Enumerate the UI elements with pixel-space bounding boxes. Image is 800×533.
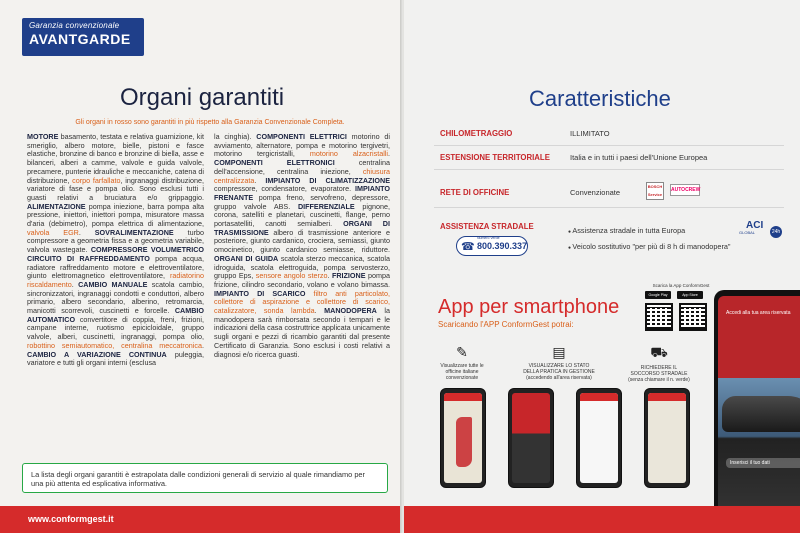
column-left: MOTORE basamento, testata e relativa guarnizione, kit smeriglio, albero motore, bielle, pistoni e fasce elastiche, bronzine di banco e bronzine di biella, asse e bilanceri, alberi a camme, valvole e guida valvole, precamere, punterie idrauliche e meccaniche, catena di distribuzione, corpo farfallato, ingranaggi distribuzione, variatore di fase e pompa olio. Sono esclusi tutti i guasti relativi a bruciatura e/o grippaggio. ALIMENTAZIONE pompa iniezione, barra pompa alta pressione, iniettori, iniettori pompa, misuratore massa d'aria (debimetro), pompa elettrica di alimentazione, valvola EGR. SOVRALIMENTAZIONE turbo compressore a geometria fissa e a geometria variabile, valvola wastegate. COMPRESSORE VOLUMETRICO CIRCUITO DI RAFFREDDAMENTO pompa acqua, radiatore raffreddamento motore e elettroventilatore, giunto elettromagnetico elettroventilatore, radiatorino riscaldamento. CAMBIO MANUALE scatola cambio, sincronizzatori, ingranaggi condotti e conduttori, albero primario, albero secondario, alberino, retromarcia, manicotti scorrevoli, cuscinetti e forcelle. CAMBIO AUTOMATICO convertitore di coppia, freni, frizioni, campane interne, ruotismo epicicloidale, gruppo valvole, alberi, cuscinetti, ingranaggi, pompa olio, robottino semiautomatico, centralina meccatronica. CAMBIO A VARIAZIONE CONTINUA puleggia, variatore e tutti gli organi interni (esclusa xyxy=(27,132,205,368)
feature-officine xyxy=(432,344,492,381)
car-image xyxy=(722,396,800,432)
phone-caption: Numero Verde xyxy=(477,236,500,240)
feature-text: VISUALIZZARE LO STATO DELLA PRATICA IN GESTIONE (accedendo all'area riservata) xyxy=(523,363,595,381)
right-page xyxy=(404,0,800,533)
store-caption: Scarica la App ConformGest xyxy=(652,283,710,288)
qr-code-android[interactable] xyxy=(645,303,673,331)
phone-screen-bar xyxy=(648,393,686,401)
autocrew-logo: AUTOCREW xyxy=(670,184,700,196)
large-phone-input[interactable]: Inserisci il tuo dati xyxy=(726,458,800,468)
row-value: Convenzionate xyxy=(570,188,621,197)
tools-icon: ✎ xyxy=(456,344,468,360)
bosch-logo: BOSCH Service xyxy=(646,182,664,200)
italy-map xyxy=(456,417,472,467)
app-title: App per smartphone xyxy=(438,296,620,318)
phone-screen xyxy=(512,393,550,483)
phone-mockup-sos xyxy=(644,388,690,488)
row-label: CHILOMETRAGGIO xyxy=(440,129,513,138)
phone-screen xyxy=(580,393,618,483)
google-play-button[interactable]: Google Play xyxy=(645,291,671,299)
row-officine xyxy=(434,180,784,208)
bullet-veicolo: ● Veicolo sostitutivo "per più di 8 h di manodopera" xyxy=(568,242,731,251)
right-footer-band xyxy=(404,506,800,533)
document-icon: ▤ xyxy=(552,344,566,360)
row-value: ILLIMITATO xyxy=(570,129,610,138)
phone-number: 800.390.337 xyxy=(477,241,528,251)
brand-subtitle: Garanzia convenzionale xyxy=(29,21,120,30)
column-right: la cinghia). COMPONENTI ELETTRICI motorino di avviamento, alternatore, pompa e motorino tergivetri, motorino tergicristalli, motorino alzacristalli. COMPONENTI ELETTRONICI centralina dell'accensione, centralina iniezione, chiusura centralizzata. IMPIANTO DI CLIMATIZZAZIONE compressore, condensatore, evaporatore. IMPIANTO FRENANTE pompa freno, servofreno, depressore, gruppo valvole ABS. DIFFERENZIALE pignone, corona, satelliti e planetari, cuscinetti, flange, perno portasatelliti, canotti semialberi. ORGANI DI TRASMISSIONE albero di trasmissione anteriore e posteriore, giunto cardanico, crociera, semiassi, giunto omocinetico, giunto cardanico semiasse, riduttore. ORGANI DI GUIDA scatola sterzo meccanica, scatola idroguida, scatola elettroguida, pompa servosterzo, gruppo Eps, sensore angolo sterzo. FRIZIONE pompa frizione, cilindro secondario, volano e volano bimassa. IMPIANTO DI SCARICO filtro anti particolato, collettore di aspirazione e collettore di scarico, catalizzatore, sonda lambda. MANODOPERA la manodopera sarà rimborsata secondo i tempari e le indicazioni della casa costruttrice applicata unicamente sugli organi e pezzi di ricambio garantiti dal presente Certificato di Garanzia. Sono esclusi i costi relativi a diagnosi e/o ricerca guasti. xyxy=(214,132,391,359)
phone-mockup-form xyxy=(576,388,622,488)
website-link[interactable]: www.conformgest.it xyxy=(28,514,114,524)
large-phone-screen xyxy=(718,296,800,512)
row-chilometraggio xyxy=(434,124,784,146)
24h-badge: 24h xyxy=(770,226,782,238)
intro-note: Gli organi in rosso sono garantiti in più rispetto alla Garanzia Convenzionale Completa. xyxy=(75,119,345,126)
app-store-button[interactable]: App Store xyxy=(677,291,703,299)
tow-truck-icon: ⛟ xyxy=(650,344,668,360)
notice-box: La lista degli organi garantiti è estrapolata dalle condizioni generali di servizio al quale rimandiamo per una più attenta ed esplicativa informativa. xyxy=(22,463,388,493)
row-assistenza xyxy=(434,214,784,262)
phone-mockup-car xyxy=(508,388,554,488)
phone-mockup-map xyxy=(440,388,486,488)
store-downloads xyxy=(641,283,721,341)
feature-text: RICHIEDERE IL SOCCORSO STRADALE (senza chiamare il n. verde) xyxy=(628,365,690,383)
large-phone-text: Accedi alla tua area riservata xyxy=(726,310,791,316)
qr-code-ios[interactable] xyxy=(679,303,707,331)
row-label: ASSISTENZA STRADALE xyxy=(440,222,534,231)
phone-screen xyxy=(648,393,686,483)
toll-free-number[interactable] xyxy=(456,236,528,256)
phone-screen-bar xyxy=(444,393,482,401)
aci-logo: ACI xyxy=(746,220,764,231)
row-value: Italia e in tutti i paesi dell'Unione Europea xyxy=(570,153,708,162)
brand-tag xyxy=(22,18,144,56)
feature-text: Visualizzare tutte le officine italiane convenzionate xyxy=(440,363,484,381)
large-phone-mockup xyxy=(714,290,800,518)
phone-screen-bar xyxy=(580,393,618,401)
app-subtitle: Scaricando l'APP ConformGest potrai: xyxy=(438,320,574,329)
phone-screen xyxy=(444,393,482,483)
feature-pratica xyxy=(522,344,596,381)
row-estensione xyxy=(434,148,784,170)
row-label: RETE DI OFFICINE xyxy=(440,188,510,197)
phone-icon: ☎ xyxy=(461,241,475,253)
row-label: ESTENSIONE TERRITORIALE xyxy=(440,153,550,162)
bullet-assistenza: ● Assistenza stradale in tutta Europa xyxy=(568,226,685,235)
brand-title: AVANTGARDE xyxy=(29,31,131,47)
features-title: Caratteristiche xyxy=(529,86,671,111)
page-title: Organi garantiti xyxy=(120,84,285,111)
aci-sub: GLOBAL xyxy=(739,230,756,235)
feature-soccorso xyxy=(626,344,692,383)
